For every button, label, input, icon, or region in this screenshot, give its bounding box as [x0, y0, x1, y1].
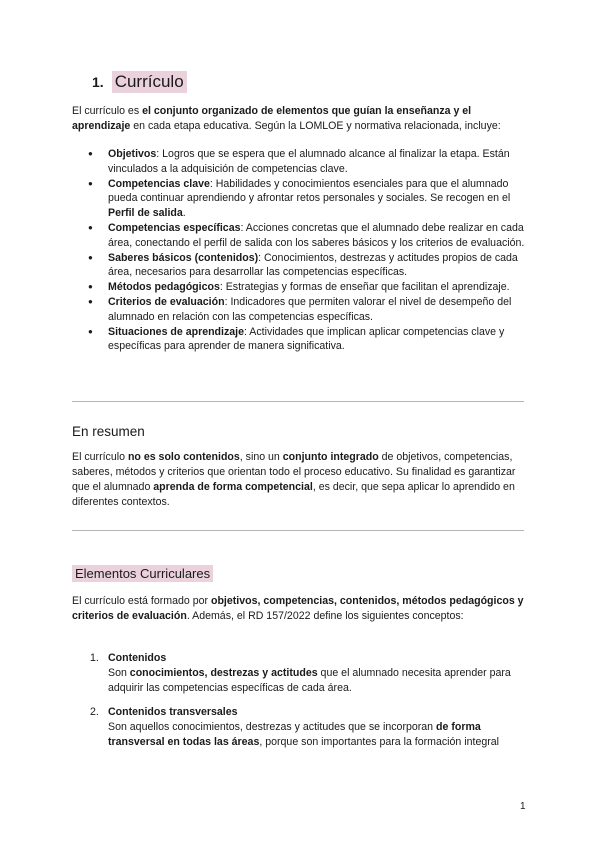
bullet-text: : Estrategias y formas de enseñar que facilitan el aprendizaje. [219, 281, 510, 294]
item-description [108, 666, 530, 696]
elementos-text: . Además, el RD 157/2022 define los siguientes conceptos: [186, 610, 464, 622]
bullet-text: : Actividades que implican aplicar competencias clave y específicas para aprender de manera significativa. [108, 325, 505, 353]
elementos-heading [72, 566, 213, 581]
item-description [108, 720, 530, 750]
list-item [80, 251, 526, 281]
item-number: 2. [90, 706, 99, 719]
bullet-term: Competencias clave [108, 177, 210, 190]
list-item [80, 295, 526, 325]
list-item [80, 325, 526, 355]
list-item [90, 705, 530, 749]
intro-text-a: El currículo es [72, 105, 143, 117]
resumen-heading: En resumen [72, 424, 145, 439]
resumen-text: El currículo [72, 451, 128, 463]
list-item [80, 280, 526, 295]
bullet-term: Competencias específicas [108, 221, 241, 234]
bullet-text: : Logros que se espera que el alumnado alcance al finalizar la etapa. Están vinculados a la adquisición de competencias clave. [108, 148, 510, 175]
resumen-bold: conjunto integrado [282, 451, 379, 463]
section-heading [92, 71, 187, 93]
bullet-term: Métodos pedagógicos [108, 281, 220, 294]
item-text: Son [108, 666, 130, 679]
intro-bold: el conjunto organizado de elementos que guían la enseñanza y el aprendizaje [72, 105, 472, 132]
resumen-bold: aprenda de forma competencial [153, 481, 313, 493]
bullet-text: : Conocimientos, destrezas y actitudes propios de cada área, necesarios para desarrollar las competencias específicas. [108, 251, 518, 279]
bullet-term: Criterios de evaluación [108, 295, 225, 308]
item-title: Contenidos [108, 652, 167, 664]
elementos-paragraph [72, 594, 528, 624]
list-item [90, 651, 530, 695]
intro-text-c: en cada etapa educativa. Según la LOMLOE y normativa relacionada, incluye: [130, 120, 501, 132]
elementos-text: El currículo está formado por [72, 595, 211, 607]
resumen-text: , es decir, que sepa aplicar lo aprendido en diferentes contextos. [72, 481, 515, 508]
bullet-text: : Acciones concretas que el alumnado debe realizar en cada área, conectando el perfil de salida con los saberes básicos y los criterios de evaluación. [108, 221, 525, 249]
elements-bullet-list [80, 147, 526, 354]
horizontal-divider [72, 530, 524, 531]
bullet-tail: . [182, 207, 186, 220]
horizontal-divider [72, 401, 524, 402]
bullet-term: Situaciones de aprendizaje [108, 325, 244, 338]
list-item [80, 147, 526, 177]
page-number: 1 [520, 801, 526, 812]
elementos-title: Elementos Curriculares [72, 565, 213, 582]
item-bold: de forma transversal en todas las áreas [108, 721, 481, 748]
elementos-bold: objetivos, competencias, contenidos, métodos pedagógicos y criterios de evaluación [72, 595, 524, 622]
bullet-text: : Habilidades y conocimientos esenciales para que el alumnado pueda continuar aprendiendo y afrontar retos personales y sociales. Se recogen en el [108, 177, 511, 205]
resumen-paragraph [72, 450, 528, 510]
list-item [80, 221, 526, 251]
resumen-text: de objetivos, competencias, saberes, métodos y criterios que orientan todo el proceso educativo. Su finalidad es garantizar que el alumnado [72, 451, 516, 493]
item-text: Son aquellos conocimientos, destrezas y actitudes que se incorporan [108, 721, 437, 734]
item-bold: conocimientos, destrezas y actitudes [129, 666, 318, 679]
bullet-term: Saberes básicos (contenidos) [108, 251, 259, 264]
bullet-text: : Indicadores que permiten valorar el nivel de desempeño del alumnado en relación con las competencias específicas. [108, 295, 512, 323]
item-number: 1. [90, 652, 99, 664]
bullet-term: Objetivos [108, 148, 157, 160]
item-text: que el alumnado necesita aprender para adquirir las competencias específicas de cada área. [108, 666, 511, 694]
bullet-strong: Perfil de salida [108, 207, 183, 220]
intro-paragraph [72, 104, 532, 134]
item-text: , porque son importantes para la formación integral [259, 735, 500, 748]
list-item [80, 177, 526, 221]
resumen-bold: no es solo contenidos [127, 451, 240, 463]
heading-number: 1. [92, 74, 104, 90]
item-title: Contenidos transversales [108, 706, 238, 719]
resumen-text: , sino un [239, 451, 283, 463]
heading-title: Currículo [112, 71, 187, 93]
concepts-numbered-list [90, 651, 530, 760]
